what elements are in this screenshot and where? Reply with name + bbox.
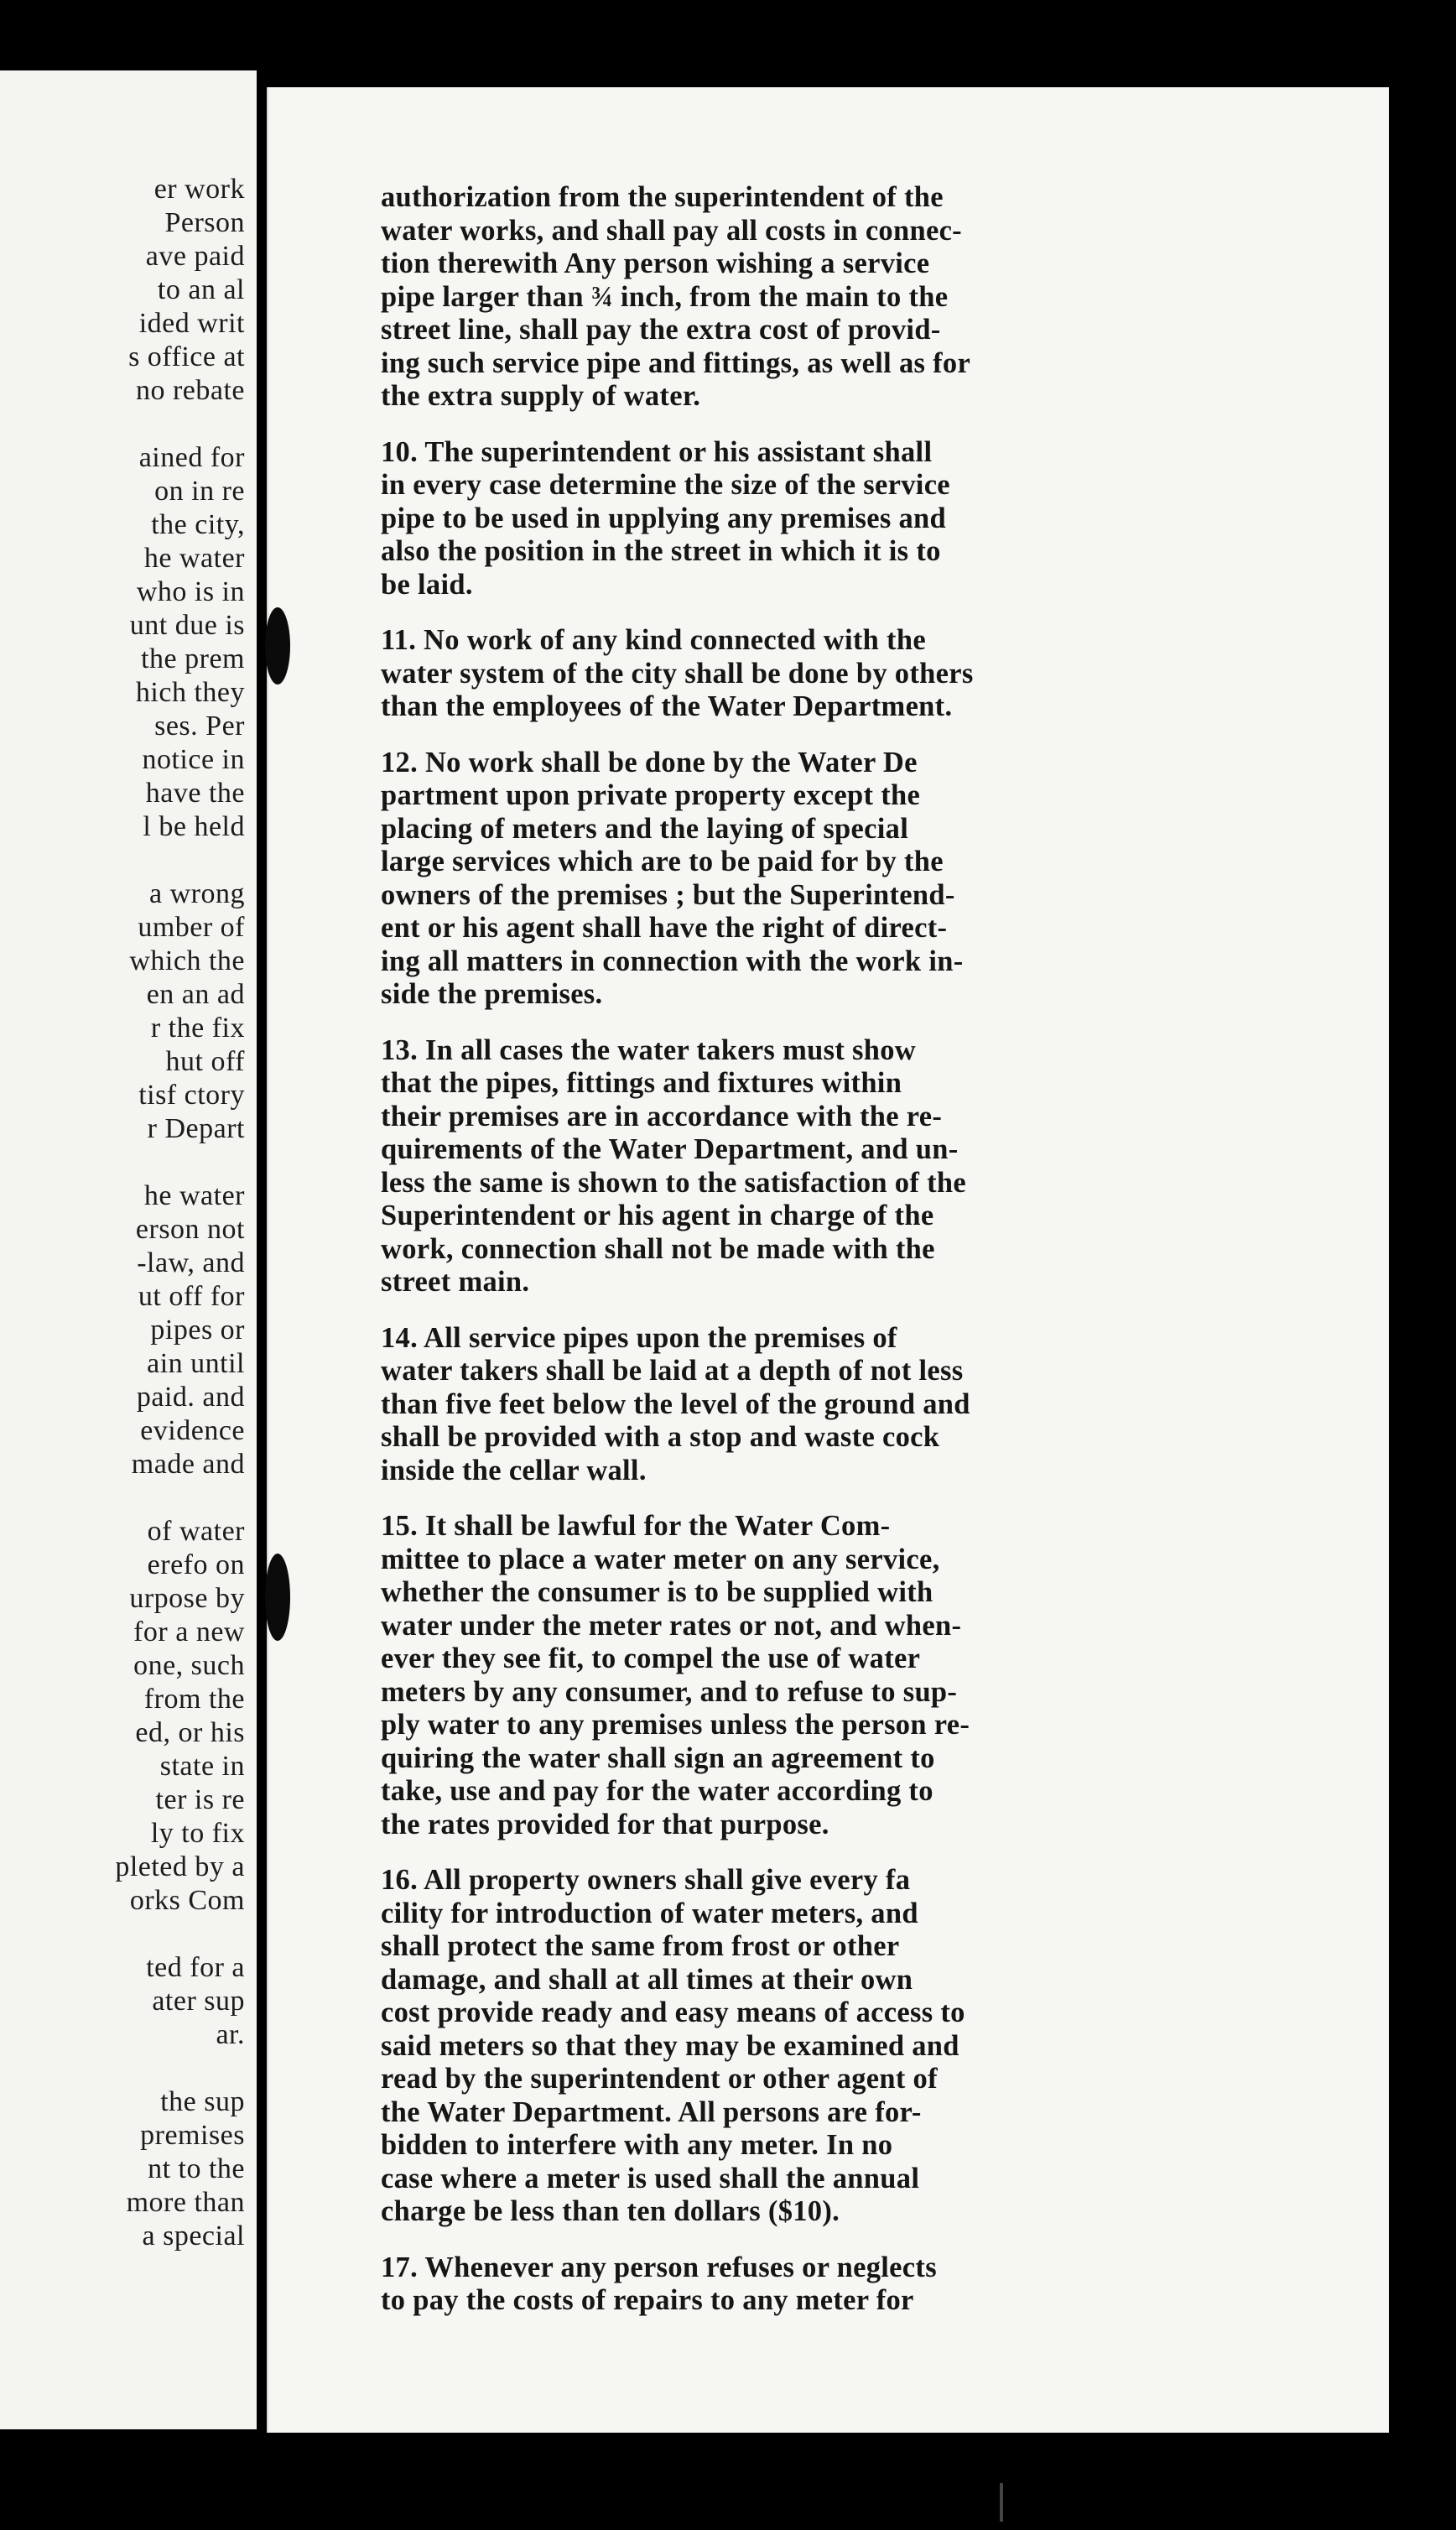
left-page-line: en an ad (146, 979, 245, 1010)
left-page-line: ed, or his (135, 1717, 245, 1748)
left-page-line: a special (142, 2220, 245, 2251)
text-line: in every case determine the size of the service (381, 469, 950, 501)
paragraph (381, 1510, 1228, 1841)
text-line: 15. It shall be lawful for the Water Com- (381, 1510, 891, 1542)
text-line: ever they see fit, to compel the use of water (381, 1642, 921, 1674)
text-line: authorization from the superintendent of the (381, 181, 944, 213)
left-page-line: -law, and (137, 1247, 245, 1278)
text-line: 17. Whenever any person refuses or neglects (381, 2251, 937, 2283)
text-line: partment upon private property except the (381, 779, 921, 811)
left-page-line: to an al (157, 274, 245, 305)
left-page-line: the prem (141, 643, 245, 674)
text-line: street main. (381, 1266, 530, 1298)
left-page-line: ly to fix (150, 1818, 245, 1849)
left-page-line: he water (143, 1180, 245, 1211)
left-page-line: ter is re (155, 1784, 245, 1815)
text-line: the Water Department. All persons are for- (381, 2095, 922, 2128)
text-line: 14. All service pipes upon the premises of (381, 1321, 897, 1354)
left-page-line: urpose by (129, 1583, 245, 1614)
text-line: inside the cellar wall. (381, 1454, 647, 1486)
text-line: shall protect the same from frost or other (381, 1930, 900, 1962)
left-page-line: on in re (154, 476, 245, 507)
left-page-line: ar. (216, 2019, 245, 2050)
left-page-line: paid. and (136, 1382, 245, 1413)
text-line: whether the consumer is to be supplied with (381, 1576, 933, 1608)
scan-mark (1000, 2483, 1003, 2522)
text-line: water takers shall be laid at a depth of not less (381, 1355, 964, 1387)
left-page-line: r Depart (147, 1113, 245, 1144)
text-line: owners of the premises ; but the Superintend- (381, 878, 955, 911)
left-page-line: he water (143, 543, 245, 574)
left-page-line: s office at (128, 341, 245, 372)
text-line: ing all matters in connection with the work in- (381, 945, 964, 977)
left-page-line: which the (129, 945, 245, 976)
text-line: pipe to be used in upplying any premises and (381, 502, 947, 534)
text-line: be laid. (381, 568, 473, 601)
left-page-line: notice in (142, 744, 245, 775)
paragraph (381, 436, 1228, 602)
left-page-line: ided writ (138, 308, 245, 339)
paragraph (381, 1034, 1228, 1299)
text-column (381, 181, 1228, 2340)
left-page-line: ained for (138, 442, 245, 473)
left-page-line: hich they (135, 677, 245, 708)
left-page-line: the sup (160, 2086, 245, 2117)
left-page-line: ave paid (145, 241, 245, 272)
left-page-line: erefo on (147, 1549, 245, 1580)
left-page-line: of water (147, 1516, 245, 1547)
left-page-line: no rebate (135, 375, 245, 406)
paragraph (381, 1864, 1228, 2229)
text-line: 12. No work shall be done by the Water De (381, 746, 918, 778)
binding-gutter (257, 0, 267, 2530)
text-line: than the employees of the Water Department. (381, 690, 953, 722)
text-line: 10. The superintendent or his assistant shall (381, 435, 933, 468)
text-line: water works, and shall pay all costs in connec- (381, 214, 962, 247)
left-page-line: one, such (133, 1650, 245, 1681)
text-line: large services which are to be paid for by the (381, 846, 944, 877)
left-page-line: ain until (147, 1348, 245, 1379)
left-page-line: r the fix (150, 1013, 245, 1044)
text-line: water under the meter rates or not, and when- (381, 1609, 962, 1642)
text-line: cost provide ready and easy means of access to (381, 1996, 965, 2028)
left-page-line: for a new (133, 1616, 245, 1648)
left-page-line: pleted by a (115, 1851, 245, 1882)
left-page-line: ses. Per (154, 711, 245, 742)
left-page-line: a wrong (149, 878, 245, 909)
text-line: case where a meter is used shall the annual (381, 2162, 920, 2194)
text-line: quiring the water shall sign an agreement to (381, 1741, 935, 1774)
left-page-line: er work (153, 174, 245, 205)
left-page-line: unt due is (129, 610, 245, 641)
left-page-line: erson not (135, 1214, 245, 1245)
left-page-line: umber of (138, 912, 245, 943)
text-line: also the position in the street in which it is to (381, 535, 941, 567)
left-page-line: ted for a (146, 1952, 245, 1983)
text-line: damage, and shall at all times at their own (381, 1963, 913, 1996)
left-page-line: have the (145, 778, 245, 809)
paragraph (381, 747, 1228, 1012)
text-line: tion therewith Any person wishing a service (381, 247, 930, 279)
text-line: street line, shall pay the extra cost of provid- (381, 314, 941, 346)
text-line: water system of the city shall be done by others (381, 657, 974, 690)
left-page-line: from the (143, 1684, 245, 1715)
paragraph (381, 2251, 1228, 2318)
left-page-line: nt to the (148, 2153, 245, 2184)
text-line: quirements of the Water Department, and un- (381, 1133, 959, 1165)
right-page (267, 87, 1389, 2433)
text-line: read by the superintendent or other agent of (381, 2063, 938, 2095)
text-line: work, connection shall not be made with the (381, 1232, 935, 1265)
text-line: Superintendent or his agent in charge of the (381, 1200, 934, 1231)
left-page-line: ut off for (138, 1281, 245, 1312)
text-line: 11. No work of any kind connected with the (381, 624, 926, 656)
text-line: that the pipes, fittings and fixtures within (381, 1067, 902, 1099)
text-line: the extra supply of water. (381, 380, 701, 412)
text-line: meters by any consumer, and to refuse to sup- (381, 1675, 958, 1708)
text-line: less the same is shown to the satisfaction of the (381, 1166, 966, 1199)
ink-blot (265, 1554, 290, 1641)
text-line: said meters so that they may be examined and (381, 2029, 959, 2062)
left-page-line: tisf ctory (138, 1080, 245, 1111)
text-line: charge be less than ten dollars ($10). (381, 2195, 840, 2227)
paragraph (381, 181, 1228, 414)
text-line: placing of meters and the laying of special (381, 812, 909, 845)
ink-blot (265, 607, 290, 685)
left-page-line: hut off (165, 1046, 245, 1077)
paragraph (381, 624, 1228, 724)
text-line: ing such service pipe and fittings, as well as for (381, 346, 971, 379)
text-line: 13. In all cases the water takers must show (381, 1033, 917, 1066)
left-page-line: l be held (143, 811, 245, 842)
left-page-line: the city, (151, 509, 245, 540)
text-line: side the premises. (381, 978, 603, 1010)
text-line: their premises are in accordance with the re- (381, 1100, 943, 1132)
paragraph (381, 1322, 1228, 1488)
text-line: ply water to any premises unless the person re- (381, 1709, 970, 1741)
text-line: the rates provided for that purpose. (381, 1808, 829, 1840)
left-page-line: who is in (136, 576, 245, 607)
text-line: bidden to interfere with any meter. In no (381, 2129, 893, 2161)
text-line: to pay the costs of repairs to any meter for (381, 2284, 914, 2316)
text-line: mittee to place a water meter on any service, (381, 1543, 940, 1575)
left-page-line: more than (126, 2187, 245, 2218)
text-line: take, use and pay for the water according to (381, 1775, 933, 1807)
left-page-line: state in (159, 1751, 245, 1782)
text-line: pipe larger than ¾ inch, from the main to the (381, 280, 949, 313)
left-page-line: evidence (140, 1415, 245, 1446)
left-page-line: made and (131, 1449, 245, 1480)
left-page-line: pipes or (150, 1314, 245, 1346)
text-line: cility for introduction of water meters, and (381, 1897, 918, 1929)
left-page-line: orks Com (129, 1885, 245, 1916)
text-line: ent or his agent shall have the right of direct- (381, 912, 948, 944)
text-line: than five feet below the level of the ground and (381, 1387, 970, 1420)
text-line: 16. All property owners shall give every fa (381, 1864, 911, 1896)
left-page-fragment (0, 70, 257, 2429)
left-page-line: ater sup (152, 1986, 245, 2017)
text-line: shall be provided with a stop and waste cock (381, 1421, 940, 1453)
left-page-line: Person (164, 207, 245, 238)
left-page-line: premises (140, 2120, 245, 2151)
